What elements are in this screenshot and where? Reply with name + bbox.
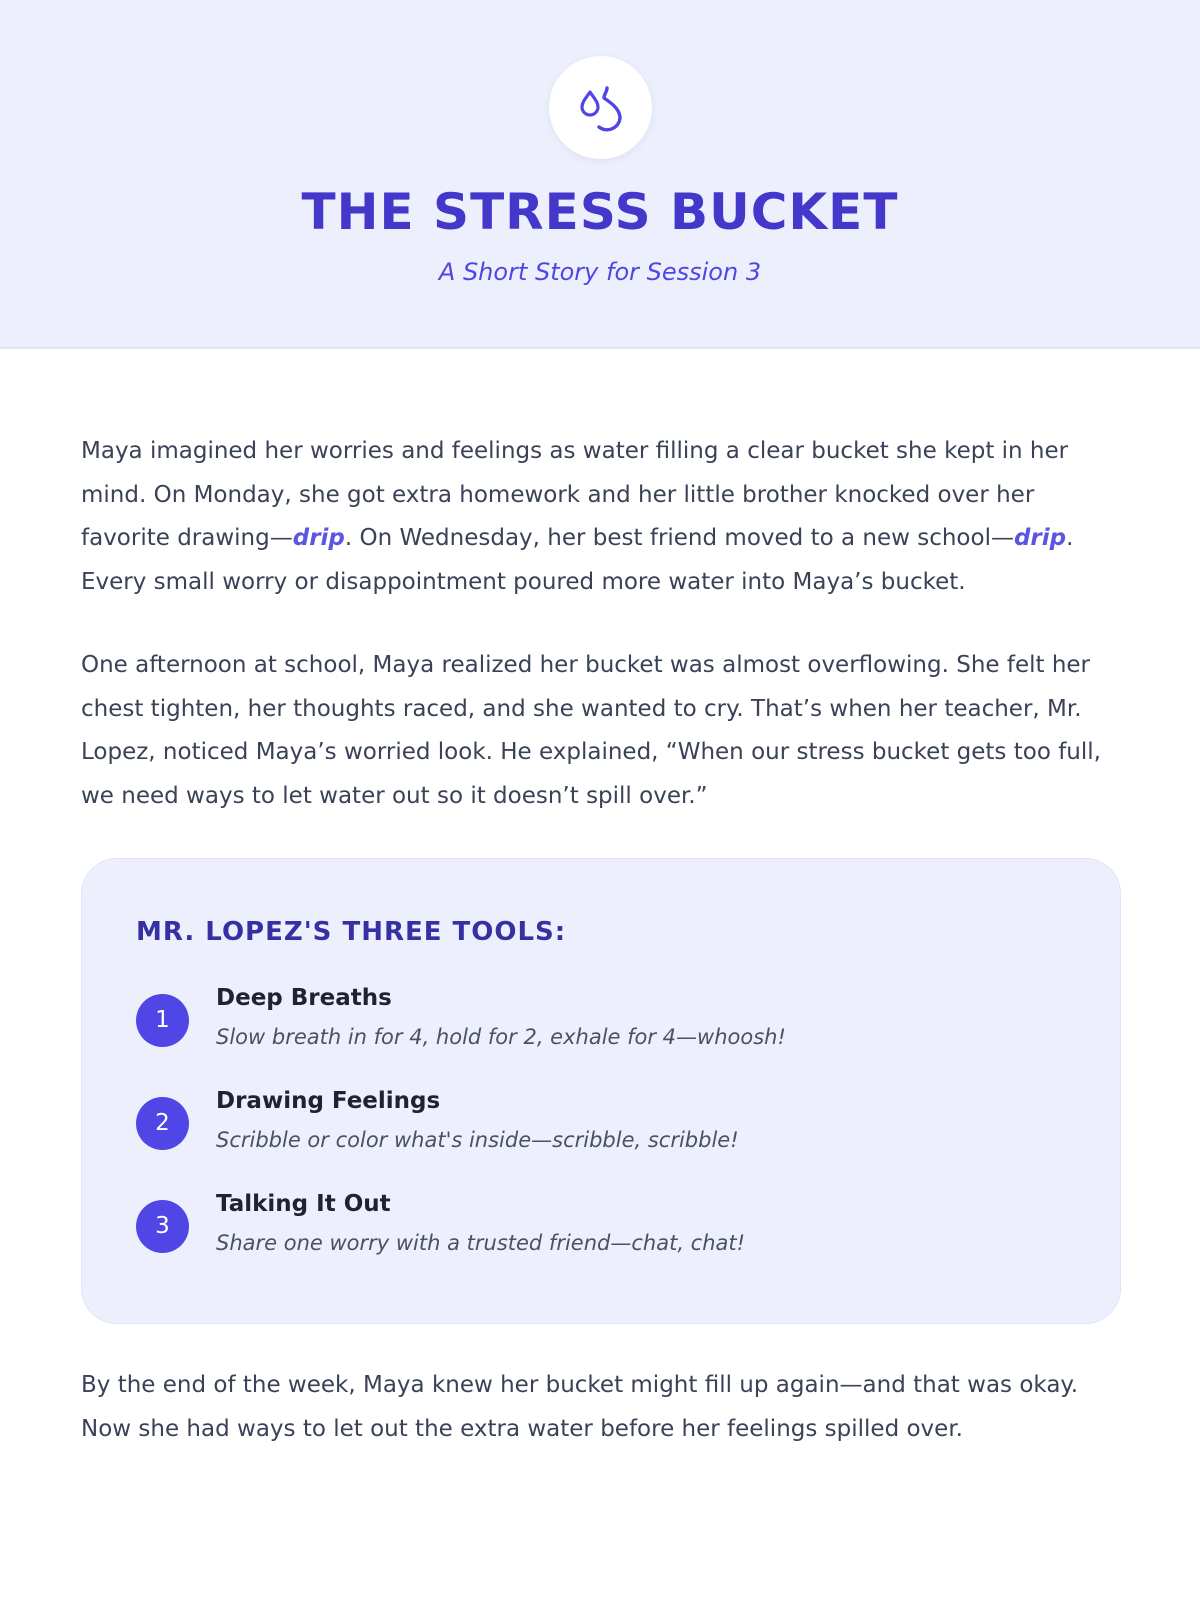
drip-emphasis: drip: [292, 525, 345, 551]
tool-name: Drawing Feelings: [216, 1088, 441, 1114]
tools-box: [81, 858, 1121, 1324]
page-title: THE STRESS BUCKET: [301, 183, 899, 241]
logo-badge: [549, 56, 652, 159]
story-paragraph-1: [81, 430, 1121, 604]
paragraph-text: Maya imagined her worries and feelings as water filling a clear bucket she kept in her mind. On Monday, she got extra homework and her little brother knocked over her favorite drawing—: [81, 438, 1069, 551]
water-drops-icon: [577, 84, 625, 132]
tool-number-badge: 1: [136, 994, 189, 1047]
tool-number-badge: 3: [136, 1200, 189, 1253]
page-subtitle: A Short Story for Session 3: [438, 258, 762, 286]
tool-name: Deep Breaths: [216, 985, 392, 1011]
tool-description: Slow breath in for 4, hold for 2, exhale for 4—whoosh!: [216, 1025, 786, 1049]
tool-item: [136, 1191, 1076, 1277]
tool-description: Scribble or color what's inside—scribble, scribble!: [216, 1128, 739, 1152]
page-header: [0, 0, 1200, 349]
story-paragraph-2: One afternoon at school, Maya realized her bucket was almost overflowing. She felt her chest tighten, her thoughts raced, and she wanted to cry. That’s when her teacher, Mr. Lopez, noticed Maya’s worried look. He explained, “When our stress bucket gets too full, we need ways to let water out so it doesn’t spill over.”: [81, 652, 1101, 809]
story-paragraph-3: By the end of the week, Maya knew her bucket might fill up again—and that was okay. Now she had ways to let out the extra water before her feelings spilled over.: [81, 1372, 1079, 1442]
paragraph-text: . Every small worry or disappointment poured more water into Maya’s bucket.: [81, 525, 1074, 595]
tool-item: [136, 1088, 1076, 1174]
tool-description: Share one worry with a trusted friend—chat, chat!: [216, 1231, 746, 1255]
paragraph-text: . On Wednesday, her best friend moved to a new school—: [344, 525, 1014, 551]
tool-item: [136, 985, 1076, 1071]
drip-emphasis: drip: [1013, 525, 1067, 551]
tool-name: Talking It Out: [216, 1191, 391, 1217]
tools-heading: MR. LOPEZ'S THREE TOOLS:: [136, 917, 567, 947]
tool-number-badge: 2: [136, 1097, 189, 1150]
